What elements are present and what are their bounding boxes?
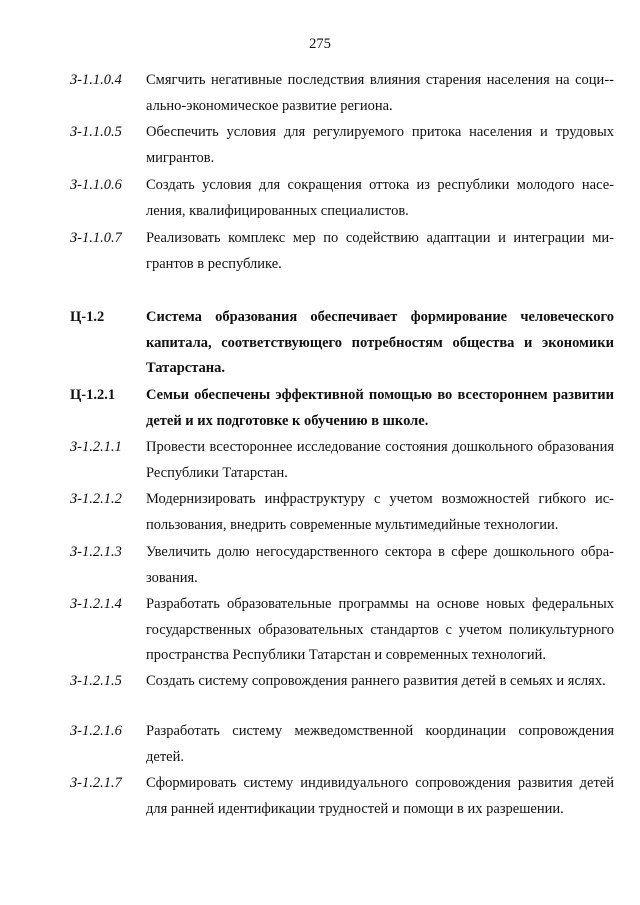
item-text: Создать систему сопровождения раннего развития детей в семьях и яслях.: [146, 673, 606, 689]
item-code: З-1.2.1.3: [70, 544, 122, 560]
item-text: Разработать образовательные программы на основе новых федеральных государственных образовательных стандартов с учетом поликультурного пространства Республики Татарстан и современных технологий.: [146, 596, 614, 663]
subgoal-code: Ц-1.2.1: [70, 387, 116, 403]
item-code: З-1.1.0.5: [70, 124, 122, 140]
page-number: 275: [309, 36, 331, 52]
item-code: З-1.1.0.4: [70, 72, 122, 88]
item-code: З-1.1.0.6: [70, 177, 122, 193]
item-text: Реализовать комплекс мер по содействию адаптации и интеграции мигрантов в республике.: [146, 230, 614, 272]
item-code: З-1.2.1.4: [70, 596, 122, 612]
item-code: З-1.2.1.1: [70, 439, 122, 455]
item-text: Создать условия для сокращения оттока из республики молодого населения, квалифицированных специалистов.: [146, 177, 614, 219]
item-text: Увеличить долю негосударственного сектора в сфере дошкольного образования.: [146, 544, 614, 586]
goal-text: Система образования обеспечивает формирование человеческого капитала, соответствующего потребностям общества и экономики Татарстана.: [146, 309, 614, 376]
item-text: Смягчить негативные последствия влияния старения населения на соци-ально-экономическое развитие региона.: [146, 72, 614, 114]
item-code: З-1.2.1.7: [70, 775, 122, 791]
item-code: З-1.2.1.2: [70, 491, 122, 507]
item-code: З-1.2.1.6: [70, 723, 122, 739]
item-text: Обеспечить условия для регулируемого притока населения и трудовых мигрантов.: [146, 124, 614, 166]
item-text: Сформировать систему индивидуального сопровождения развития детей для ранней идентификации трудностей и помощи в их разрешении.: [146, 775, 614, 817]
item-text: Провести всестороннее исследование состояния дошкольного образования Республики Татарстан.: [146, 439, 614, 481]
item-code: З-1.2.1.5: [70, 673, 122, 689]
item-text: Модернизировать инфраструктуру с учетом возможностей гибкого использования, внедрить современные мультимедийные технологии.: [146, 491, 614, 533]
goal-code: Ц-1.2: [70, 309, 105, 325]
subgoal-text: Семьи обеспечены эффективной помощью во всестороннем развитии детей и их подготовке к обучению в школе.: [146, 387, 614, 429]
item-text: Разработать систему межведомственной координации сопровождения детей.: [146, 723, 614, 765]
item-code: З-1.1.0.7: [70, 230, 122, 246]
